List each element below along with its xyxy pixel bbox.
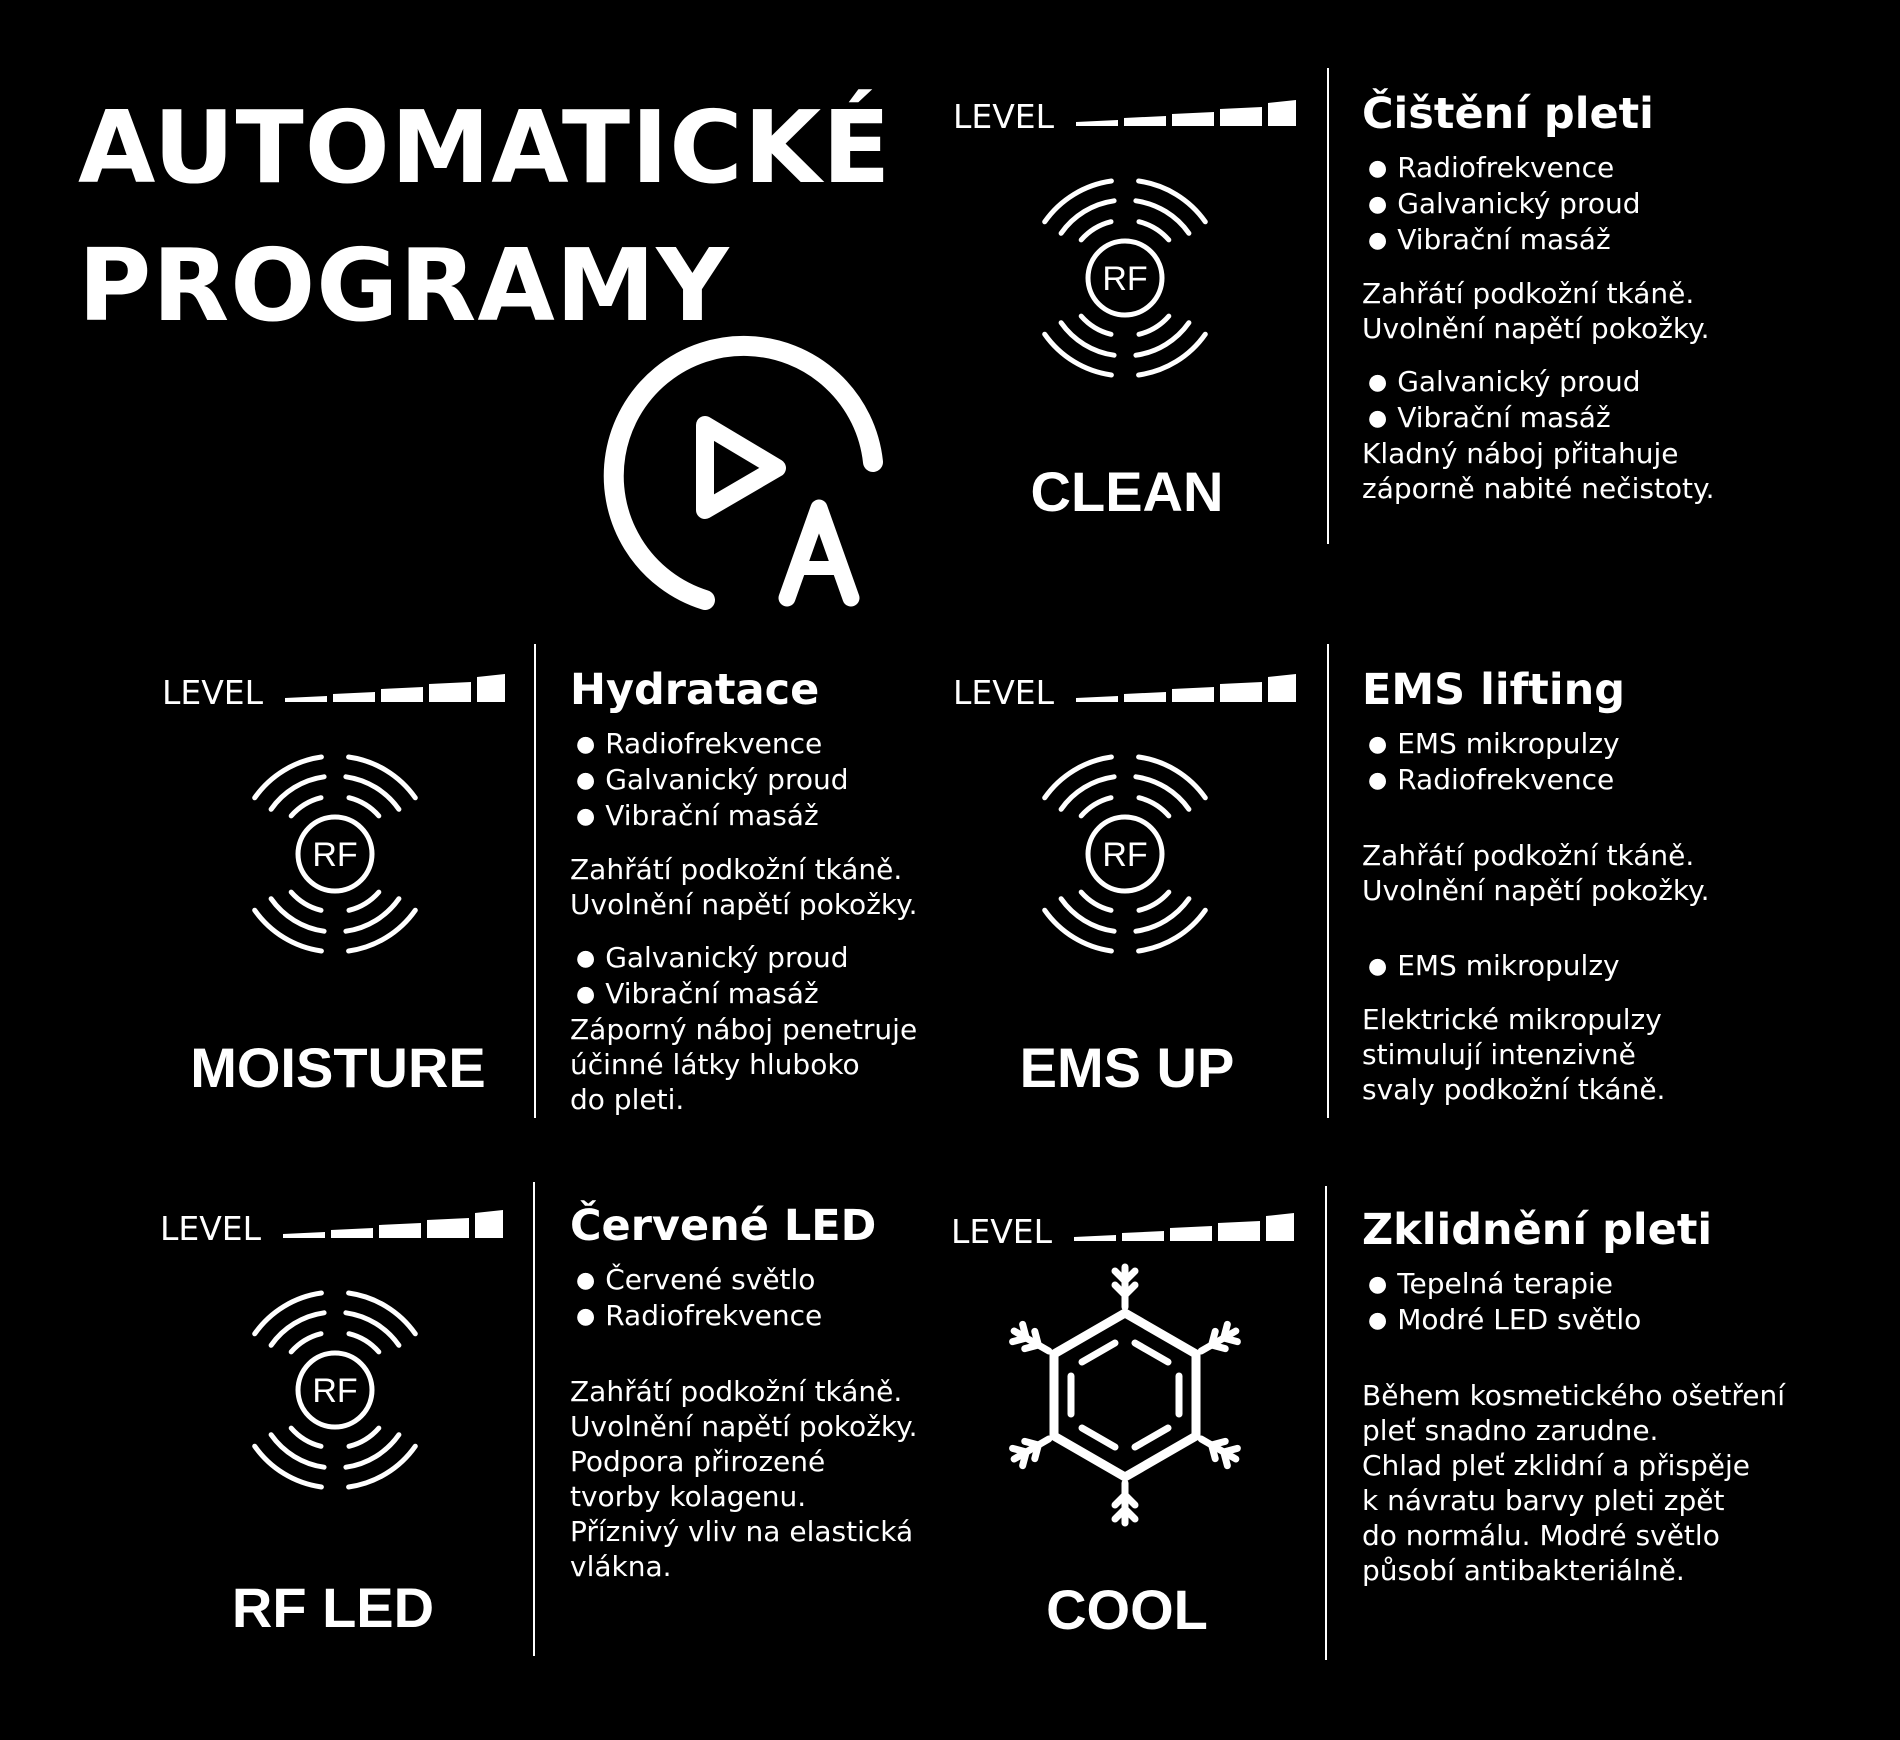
program-heading: Čištění pleti [1362,89,1654,139]
wave-arc [1139,798,1169,816]
description-line: účinné látky hluboko [570,1048,860,1081]
feature-bullet: ● Modré LED světlo [1362,1302,1802,1338]
description-line: vlákna. [570,1550,672,1583]
divider [1325,1186,1327,1660]
rf-waves-icon [230,1262,440,1492]
description-line: Kladný náboj přitahuje [1362,437,1679,470]
feature-bullet: ● EMS mikropulzy [1362,948,1802,984]
feature-bullet: ● Radiofrekvence [570,726,1010,762]
page-title-line2: PROGRAMY [78,227,730,344]
description-line: svaly podkožní tkáně. [1362,1073,1666,1106]
program-description [1362,664,1802,1107]
wave-arc [1136,777,1189,810]
rf-waves-icon [1020,726,1230,956]
level-label: LEVEL [162,673,264,712]
wave-arc [1139,222,1169,240]
feature-bullet: ● Vibrační masáž [1362,400,1802,436]
wave-arc [1081,222,1111,240]
rf-label: RF [312,836,358,874]
description-line: do pleti. [570,1083,685,1116]
description-line: Uvolnění napětí pokožky. [570,1410,918,1443]
program-heading: Zklidnění pleti [1362,1205,1713,1255]
level-label: LEVEL [160,1209,262,1248]
wave-arc [346,777,399,810]
rf-label: RF [1102,260,1148,298]
divider [534,644,536,1118]
snowflake-icon [1000,1255,1250,1535]
level-label: LEVEL [951,1212,1053,1251]
feature-bullet: ● Galvanický proud [570,762,1010,798]
wave-arc [349,798,379,816]
level-bars-icon [283,1208,505,1242]
program-heading: Hydratace [570,665,820,715]
wave-arc [1061,323,1114,356]
description-line: Chlad pleť zklidní a přispěje [1362,1449,1750,1482]
description-line: k návratu barvy pleti zpět [1362,1484,1725,1517]
description-line: Uvolnění napětí pokožky. [1362,312,1710,345]
level-bars-icon [1076,98,1298,132]
wave-arc [1139,892,1169,910]
divider [1327,644,1329,1118]
wave-arc [291,1428,321,1446]
wave-arc [271,1313,324,1346]
level-bars-icon [1074,1211,1296,1245]
rf-label: RF [1102,836,1148,874]
program-name: EMS UP [1019,1036,1235,1099]
description-line: působí antibakteriálně. [1362,1554,1685,1587]
rf-waves-icon [230,726,440,956]
description-line: Během kosmetického ošetření [1362,1379,1785,1412]
level-label: LEVEL [953,673,1055,712]
description-line: pleť snadno zarudne. [1362,1414,1659,1447]
description-line: Příznivý vliv na elastická [570,1515,914,1548]
feature-bullet: ● Galvanický proud [1362,364,1802,400]
program-name: CLEAN [1030,460,1224,523]
wave-arc [291,798,321,816]
wave-arc [291,892,321,910]
wave-arc [1061,899,1114,932]
program-description [570,1200,1010,1584]
wave-arc [271,777,324,810]
rf-waves-icon [1020,150,1230,380]
description-line: Elektrické mikropulzy [1362,1003,1662,1036]
description-line: Uvolnění napětí pokožky. [1362,874,1710,907]
description-line: stimulují intenzivně [1362,1038,1636,1071]
feature-bullet: ● Galvanický proud [570,940,1010,976]
description-line: Zahřátí podkožní tkáně. [1362,839,1695,872]
feature-bullet: ● Vibrační masáž [570,798,1010,834]
wave-arc [349,1334,379,1352]
program-name: RF LED [231,1576,435,1639]
program-name: MOISTURE [190,1036,486,1099]
feature-bullet: ● Vibrační masáž [570,976,1010,1012]
program-heading: Červené LED [570,1201,877,1251]
level-bars-icon [285,672,507,706]
wave-arc [1081,316,1111,334]
wave-arc [1061,777,1114,810]
description-line: Uvolnění napětí pokožky. [570,888,918,921]
rf-label: RF [312,1372,358,1410]
level-bars-icon [1076,672,1298,706]
wave-arc [1081,892,1111,910]
feature-bullet: ● Vibrační masáž [1362,222,1802,258]
wave-arc [346,1313,399,1346]
feature-bullet: ● Červené světlo [570,1262,1010,1298]
feature-bullet: ● Radiofrekvence [1362,150,1802,186]
program-description [1362,1204,1802,1588]
divider [533,1182,535,1656]
auto-play-icon [595,320,895,610]
program-name: COOL [1046,1578,1208,1641]
description-line: Zahřátí podkožní tkáně. [570,1375,903,1408]
feature-bullet: ● Radiofrekvence [570,1298,1010,1334]
divider [1327,68,1329,544]
wave-arc [271,899,324,932]
wave-arc [271,1435,324,1468]
description-line: Podpora přirozené [570,1445,826,1478]
wave-arc [1061,201,1114,234]
description-line: Zahřátí podkožní tkáně. [570,853,903,886]
wave-arc [346,1435,399,1468]
feature-bullet: ● Tepelná terapie [1362,1266,1802,1302]
level-label: LEVEL [953,97,1055,136]
wave-arc [291,1334,321,1352]
wave-arc [1139,316,1169,334]
description-line: Zahřátí podkožní tkáně. [1362,277,1695,310]
feature-bullet: ● Radiofrekvence [1362,762,1802,798]
wave-arc [1081,798,1111,816]
description-line: záporně nabité nečistoty. [1362,472,1715,505]
description-line: do normálu. Modré světlo [1362,1519,1720,1552]
feature-bullet: ● Galvanický proud [1362,186,1802,222]
feature-bullet: ● EMS mikropulzy [1362,726,1802,762]
auto-letter: A [819,593,830,610]
description-line: Záporný náboj penetruje [570,1013,918,1046]
program-heading: EMS lifting [1362,665,1625,715]
description-line: tvorby kolagenu. [570,1480,807,1513]
program-description [1362,88,1802,506]
wave-arc [1136,323,1189,356]
wave-arc [1136,201,1189,234]
wave-arc [349,892,379,910]
page-title-line1: AUTOMATICKÉ [78,89,892,206]
wave-arc [1136,899,1189,932]
wave-arc [349,1428,379,1446]
wave-arc [346,899,399,932]
